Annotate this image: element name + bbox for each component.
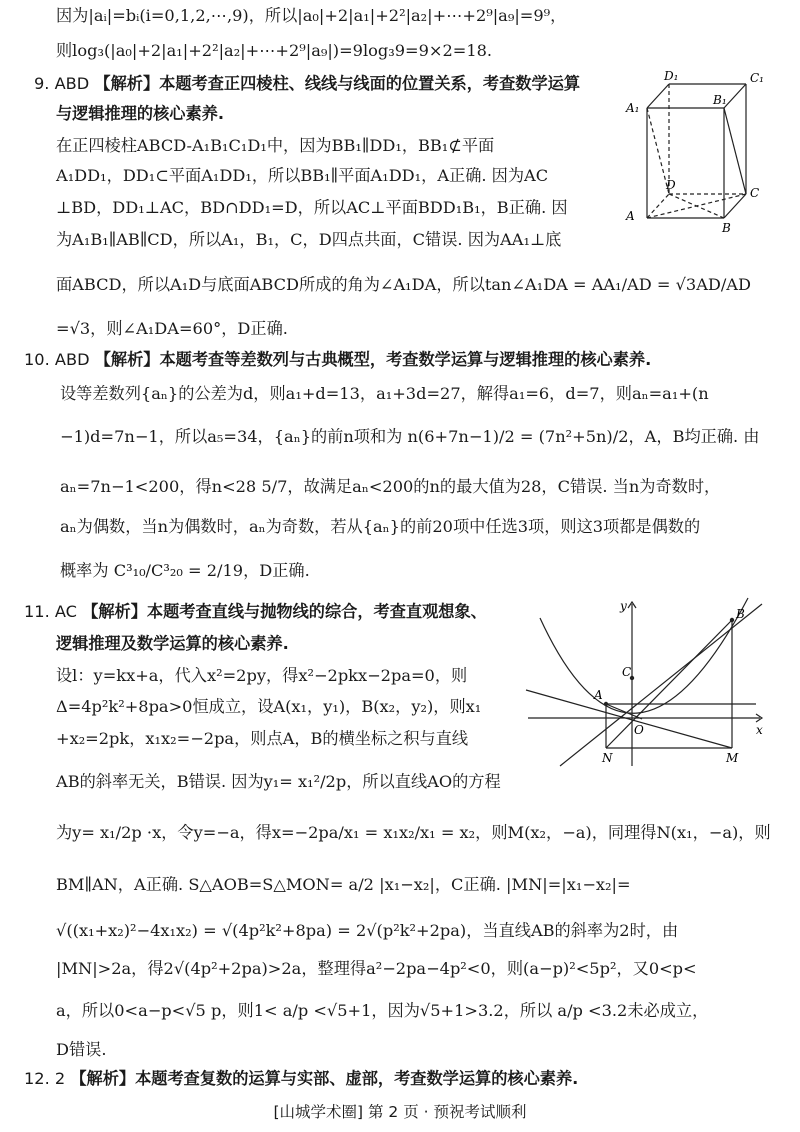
question-12-heading [24, 1069, 578, 1089]
text-line: 在正四棱柱ABCD-A₁B₁C₁D₁中，因为BB₁∥DD₁，BB₁⊄平面 [56, 136, 495, 155]
text-line: 因为|aᵢ|=bᵢ(i=0,1,2,⋯,9)，所以|a₀|+2|a₁|+2²|a₂|+⋯+2⁹|a₉|=9⁹， [56, 6, 567, 25]
question-11-heading [24, 602, 487, 622]
question-number: 11. AC [24, 602, 77, 621]
text-line: A₁DD₁，DD₁⊂平面A₁DD₁，所以BB₁∥平面A₁DD₁，A正确. 因为AC [56, 166, 549, 185]
analysis-tag: 【解析】 [94, 74, 160, 93]
analysis-tag: 【解析】 [94, 350, 160, 369]
prism-label: C₁ [750, 71, 764, 85]
text-line: 则log₃(|a₀|+2|a₁|+2²|a₂|+⋯+2⁹|a₉|)=9log₃9=9×2=18. [56, 41, 493, 60]
text-line: |MN|>2a，得2√(4p²+2pa)>2a，整理得a²−2pa−4p²<0，则(a−p)²<5p²，又0<p< [56, 959, 697, 978]
figure-label: x [756, 723, 763, 737]
question-10-heading [24, 350, 651, 370]
figure-label: C [622, 665, 632, 679]
text-line: aₙ=7n−1<200，得n<28 5/7，故满足aₙ<200的n的最大值为28，C错误. 当n为奇数时， [60, 477, 721, 496]
text-line: +x₂=2pk，x₁x₂=−2pa，则点A，B的横坐标之积与直线 [56, 729, 469, 748]
text-line: ⊥BD，DD₁⊥AC，BD∩DD₁=D，所以AC⊥平面BDD₁B₁，B正确. 因 [56, 198, 568, 217]
prism-label: D₁ [664, 69, 679, 83]
analysis-tag: 【解析】 [70, 1069, 136, 1088]
question-topic: 本题考查复数的运算与实部、虚部，考查数学运算的核心素养. [135, 1069, 579, 1088]
analysis-tag: 【解析】 [82, 602, 147, 621]
question-9-heading [34, 74, 580, 94]
text-line: D错误. [56, 1040, 107, 1059]
figure-label: M [726, 751, 739, 765]
figure-label: O [634, 723, 644, 737]
text-line: 概率为 C³₁₀/C³₂₀ = 2/19，D正确. [60, 561, 310, 580]
text-line: √((x₁+x₂)²−4x₁x₂) = √(4p²k²+8pa) = 2√(p²k²+2pa)，当直线AB的斜率为2时，由 [56, 921, 679, 940]
question-topic: 本题考查直线与抛物线的综合，考查直观想象、 [146, 602, 487, 621]
prism-label: B₁ [713, 93, 727, 107]
text-line: −1)d=7n−1，所以a₅=34，{aₙ}的前n项和为 n(6+7n−1)/2 = (7n²+5n)/2，A，B均正确. 由 [60, 427, 760, 446]
prism-figure [620, 70, 780, 235]
prism-label: A₁ [626, 101, 640, 115]
prism-label: C [750, 186, 760, 200]
text-line: AB的斜率无关，B错误. 因为y₁= x₁²/2p，所以直线AO的方程 [56, 772, 501, 791]
text-line: 设l：y=kx+a，代入x²=2py，得x²−2pkx−2pa=0，则 [56, 666, 468, 685]
question-topic: 本题考查等差数列与古典概型，考查数学运算与逻辑推理的核心素养. [159, 350, 652, 369]
text-line: =√3，则∠A₁DA=60°，D正确. [56, 319, 288, 338]
text-line: a，所以0<a−p<√5 p，则1< a/p <√5+1，因为√5+1>3.2，所以 a/p <3.2未必成立， [56, 1001, 709, 1020]
figure-label: A [594, 688, 603, 702]
question-number: 9. ABD [34, 74, 90, 93]
text-line: 为y= x₁/2p ·x，令y=−a，得x=−2pa/x₁ = x₁x₂/x₁ = x₂，则M(x₂，−a)，同理得N(x₁，−a)，则 [56, 823, 771, 842]
prism-label: B [722, 221, 731, 235]
figure-label: N [602, 751, 613, 765]
question-topic: 本题考查正四棱柱、线线与线面的位置关系，考查数学运算 [159, 74, 581, 93]
text-line: 面ABCD，所以A₁D与底面ABCD所成的角为∠A₁DA，所以tan∠A₁DA = AA₁/AD = √3AD/AD [56, 275, 751, 294]
question-number: 12. 2 [24, 1069, 66, 1088]
text-line: 设等差数列{aₙ}的公差为d，则a₁+d=13，a₁+3d=27，解得a₁=6，d=7，则aₙ=a₁+(n [60, 384, 709, 403]
prism-label: A [626, 209, 635, 223]
page-footer: [山城学术圈] 第 2 页 · 预祝考试顺利 [273, 1103, 527, 1121]
text-line: 为A₁B₁∥AB∥CD，所以A₁，B₁，C，D四点共面，C错误. 因为AA₁⊥底 [56, 230, 562, 249]
figure-label: y [620, 599, 627, 613]
parabola-figure [520, 598, 770, 768]
question-11-heading-cont: 逻辑推理及数学运算的核心素养. [56, 634, 289, 653]
figure-label: B [736, 607, 745, 621]
text-line: Δ=4p²k²+8pa>0恒成立，设A(x₁，y₁)，B(x₂，y₂)，则x₁ [56, 697, 482, 716]
text-line: BM∥AN，A正确. S△AOB=S△MON= a/2 |x₁−x₂|，C正确. |MN|=|x₁−x₂|= [56, 875, 631, 894]
text-line: aₙ为偶数，当n为偶数时，aₙ为奇数，若从{aₙ}的前20项中任选3项，则这3项都是偶数的 [60, 517, 701, 536]
prism-label: D [666, 178, 676, 192]
question-9-heading-cont: 与逻辑推理的核心素养. [56, 104, 225, 123]
question-number: 10. ABD [24, 350, 90, 369]
